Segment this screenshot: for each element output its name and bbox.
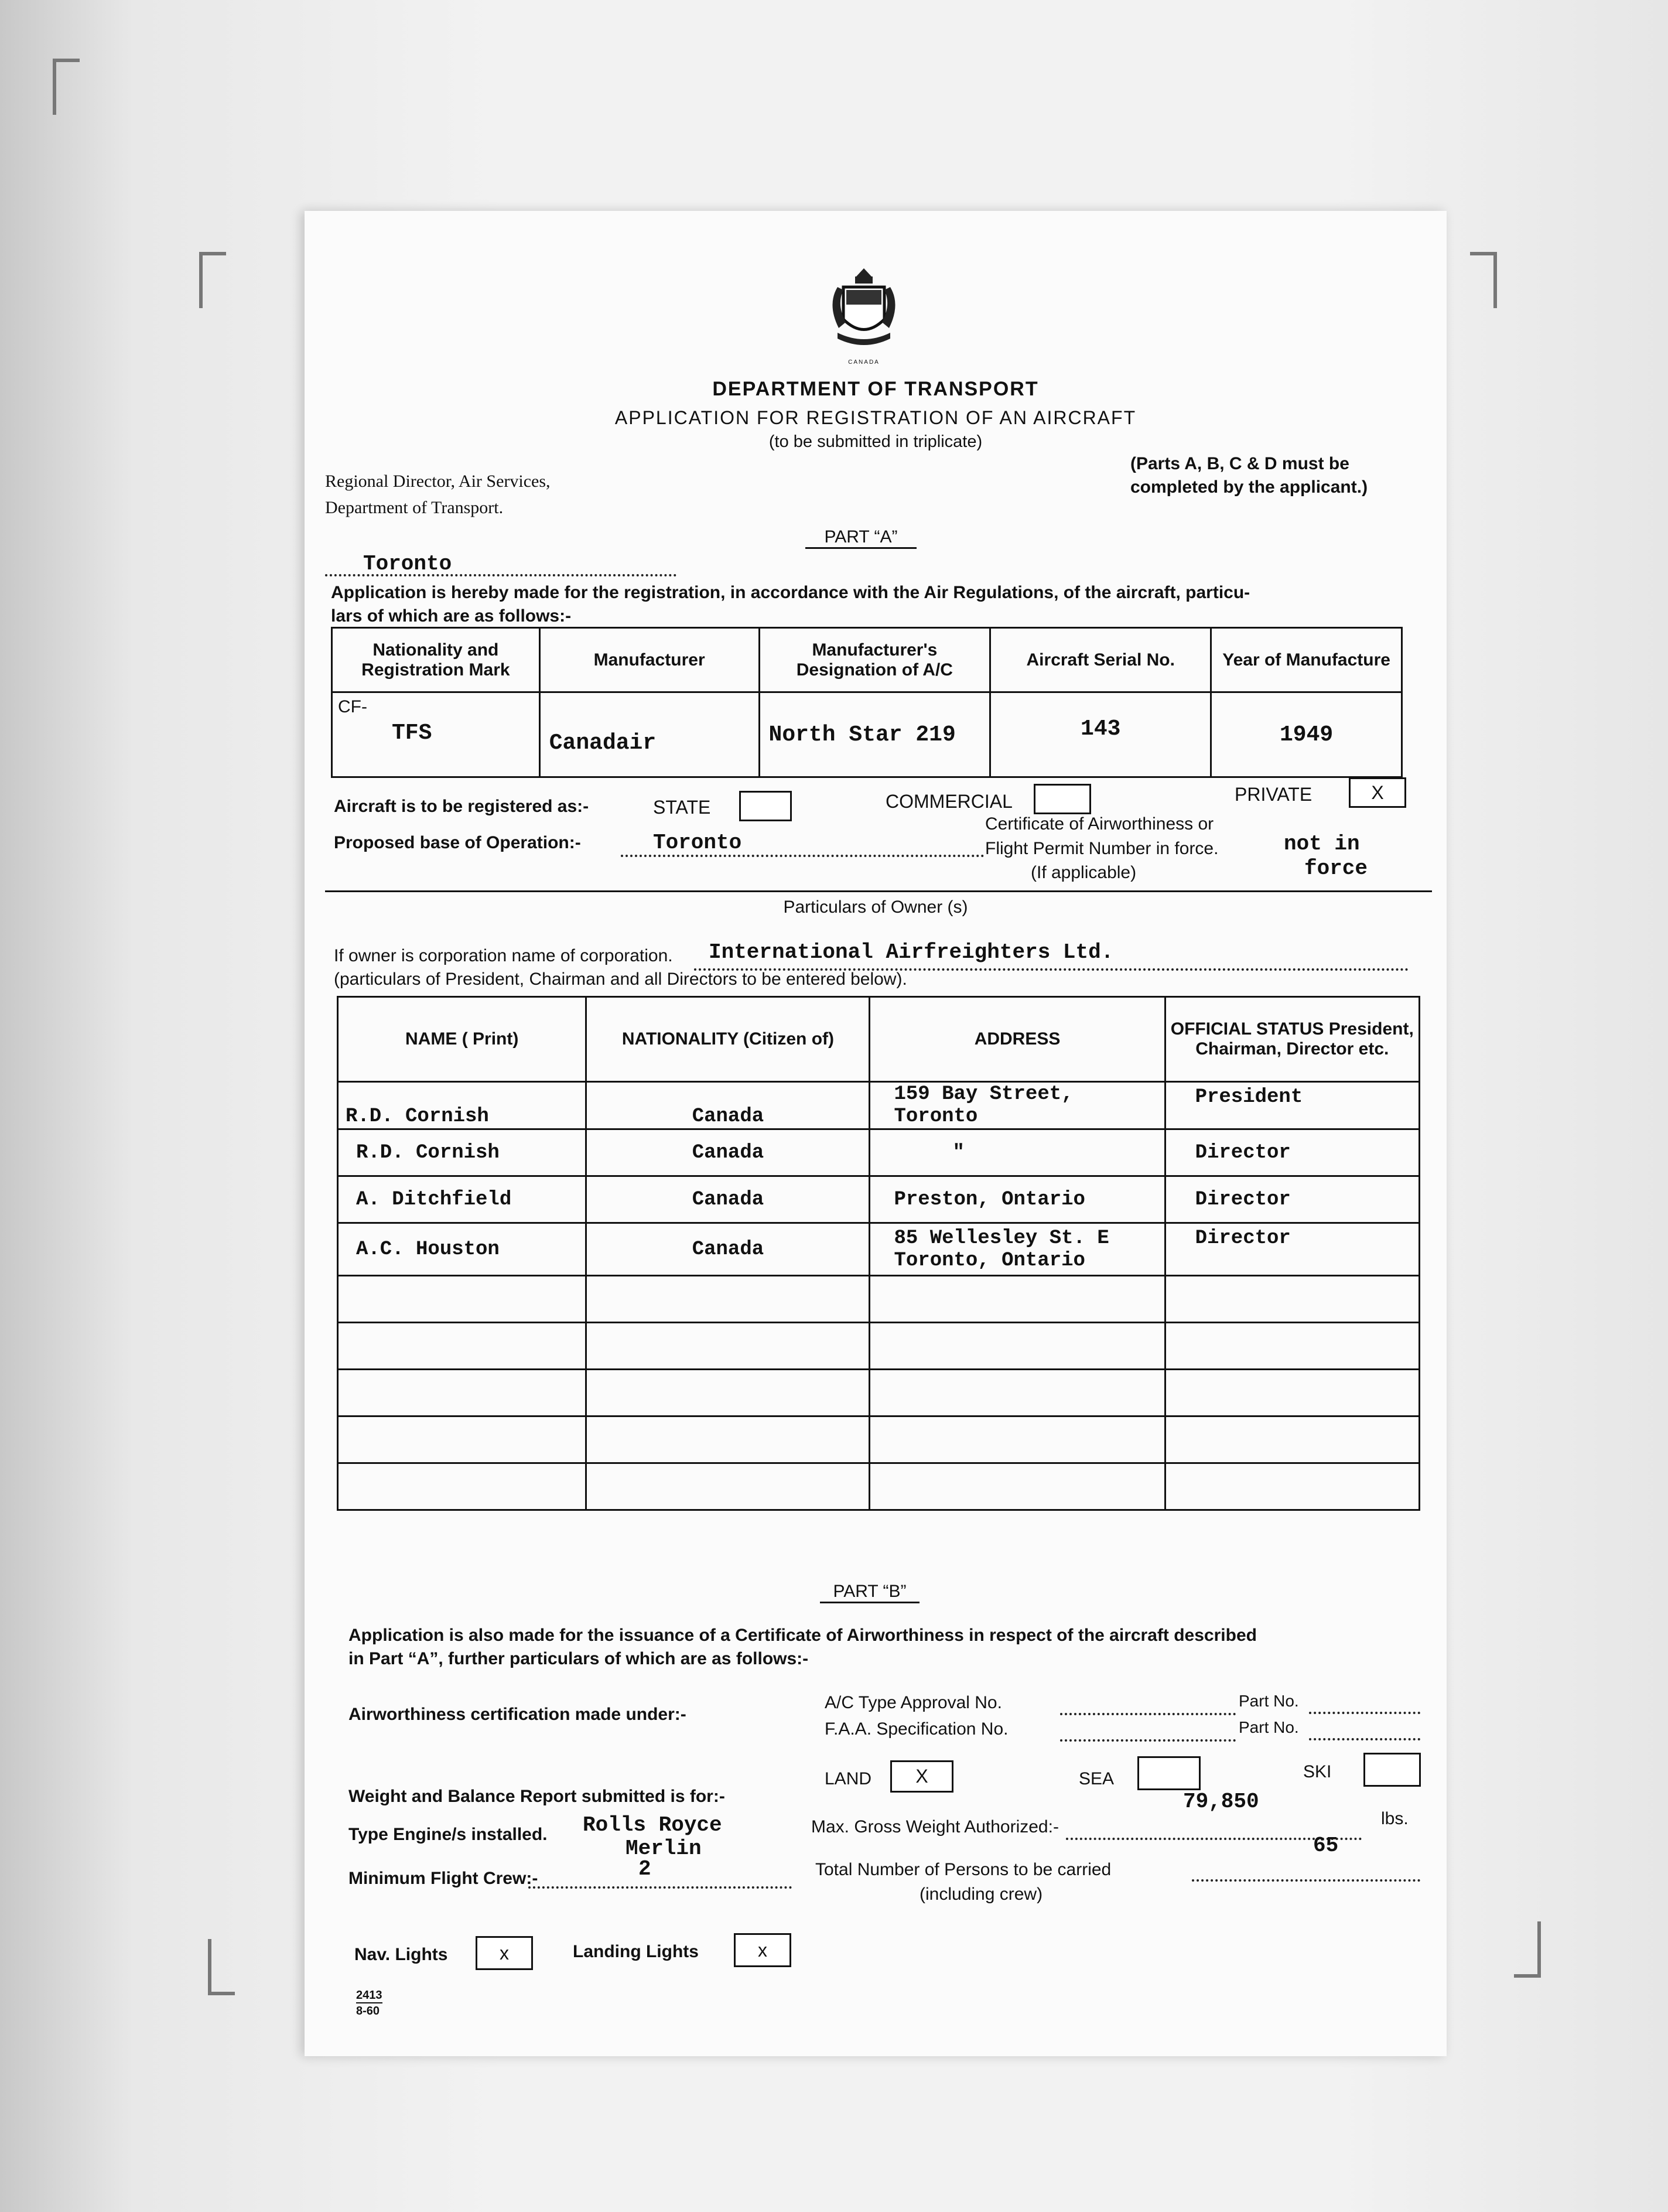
department-heading: DEPARTMENT OF TRANSPORT — [712, 378, 1039, 400]
corporation-value: International Airfreighters Ltd. — [709, 940, 1114, 964]
col-header-designation: Manufacturer's Designation of A/C — [759, 628, 990, 692]
col-header-serial: Aircraft Serial No. — [990, 628, 1211, 692]
col-header-year: Year of Manufacture — [1211, 628, 1402, 692]
owner-row-empty[interactable] — [338, 1416, 1420, 1463]
addressee-line-1: Regional Director, Air Services, — [325, 472, 551, 491]
owner-name: A. Ditchfield — [338, 1176, 586, 1223]
max-gross-weight-label: Max. Gross Weight Authorized:- — [811, 1817, 1059, 1836]
owner-address-line-2: Toronto, Ontario — [894, 1249, 1085, 1272]
col-header-address: ADDRESS — [870, 997, 1165, 1082]
owner-address-line-1: 159 Bay Street, — [894, 1083, 1074, 1105]
owner-nationality: Canada — [586, 1129, 870, 1176]
engine-type-value-2[interactable]: Merlin — [626, 1836, 702, 1861]
aircraft-particulars-table — [331, 627, 1403, 778]
coat-of-arms-emblem — [820, 264, 908, 357]
sea-label: SEA — [1079, 1769, 1115, 1788]
owner-row[interactable] — [338, 1223, 1420, 1276]
crop-mark-lower-right — [1514, 1921, 1541, 1978]
part-no-field-1[interactable] — [1309, 1693, 1420, 1714]
sea-checkbox[interactable] — [1137, 1756, 1201, 1790]
faa-spec-label: F.A.A. Specification No. — [825, 1719, 1009, 1739]
type-approval-label: A/C Type Approval No. — [825, 1693, 1002, 1712]
cell-registration-mark[interactable] — [332, 692, 540, 777]
part-b-intro-2: in Part “A”, further particulars of which are as follows:- — [348, 1649, 809, 1668]
weight-balance-label: Weight and Balance Report submitted is for:- — [348, 1787, 725, 1806]
owner-row[interactable] — [338, 1129, 1420, 1176]
state-checkbox[interactable] — [739, 791, 792, 821]
part-no-field-2[interactable] — [1309, 1719, 1420, 1740]
persons-carried-value: 65 — [1313, 1834, 1339, 1858]
addressee-line-2: Department of Transport. — [325, 498, 504, 517]
owner-nationality: Canada — [586, 1176, 870, 1223]
certification-made-under-label: Airworthiness certification made under:- — [348, 1705, 686, 1724]
owner-row-empty[interactable] — [338, 1370, 1420, 1416]
owner-address — [870, 1223, 1165, 1276]
lbs-label: lbs. — [1381, 1809, 1409, 1828]
base-of-operation-value: Toronto — [653, 831, 742, 855]
owner-status: Director — [1165, 1176, 1419, 1223]
registration-prefix: CF- — [338, 697, 367, 716]
form-date: 8-60 — [356, 2005, 380, 2018]
col-header-registration-mark: Nationality and Registration Mark — [332, 628, 540, 692]
year-value[interactable]: 1949 — [1211, 692, 1402, 777]
owner-row-empty[interactable] — [338, 1276, 1420, 1323]
landing-lights-label: Landing Lights — [573, 1942, 699, 1961]
designation-value[interactable]: North Star 219 — [759, 692, 990, 777]
max-gross-weight-value: 79,850 — [1183, 1790, 1259, 1814]
owner-name: R.D. Cornish — [338, 1129, 586, 1176]
owner-status: Director — [1165, 1129, 1419, 1176]
owner-row[interactable] — [338, 1176, 1420, 1223]
registration-mark-value: TFS — [392, 721, 432, 746]
parts-note-line-2: completed by the applicant.) — [1130, 477, 1368, 497]
part-a-intro-2: lars of which are as follows:- — [331, 606, 572, 626]
certificate-label-1: Certificate of Airworthiness or — [985, 814, 1214, 834]
owner-status: President — [1165, 1082, 1419, 1129]
faa-spec-field[interactable] — [1060, 1721, 1236, 1742]
persons-carried-label: Total Number of Persons to be carried — [815, 1860, 1112, 1879]
base-of-operation-label: Proposed base of Operation:- — [334, 833, 581, 852]
owner-status: Director — [1165, 1223, 1419, 1276]
corporation-note: (particulars of President, Chairman and all Directors to be entered below). — [334, 970, 907, 989]
private-label: PRIVATE — [1235, 784, 1312, 805]
corporation-label: If owner is corporation name of corporation. — [334, 946, 673, 965]
owner-address-line-1: 85 Wellesley St. E — [894, 1227, 1109, 1250]
form-title: APPLICATION FOR REGISTRATION OF AN AIRCRAFT — [614, 407, 1137, 428]
owner-address-line-1: " — [952, 1141, 965, 1164]
col-header-manufacturer: Manufacturer — [539, 628, 759, 692]
parts-note-line-1: (Parts A, B, C & D must be — [1130, 454, 1349, 473]
certificate-label-3: (If applicable) — [1031, 863, 1137, 882]
owner-address — [870, 1082, 1165, 1129]
owner-nationality: Canada — [586, 1223, 870, 1276]
owner-address — [870, 1176, 1165, 1223]
min-flight-crew-field[interactable] — [528, 1869, 792, 1889]
type-approval-field[interactable] — [1060, 1694, 1236, 1715]
ski-checkbox[interactable] — [1363, 1753, 1421, 1787]
city-value: Toronto — [363, 552, 452, 576]
owner-address-line-2: Toronto — [894, 1105, 978, 1128]
owner-row-empty[interactable] — [338, 1323, 1420, 1370]
owner-name: A.C. Houston — [338, 1223, 586, 1276]
engine-type-label: Type Engine/s installed. — [348, 1825, 548, 1844]
land-checkbox[interactable]: X — [890, 1760, 953, 1793]
owners-table — [337, 996, 1420, 1511]
state-label: STATE — [653, 797, 711, 818]
owner-name: R.D. Cornish — [338, 1082, 586, 1129]
owner-address-line-1: Preston, Ontario — [894, 1188, 1085, 1211]
form-subtitle: (to be submitted in triplicate) — [768, 432, 983, 451]
persons-carried-field[interactable] — [1192, 1862, 1420, 1882]
owners-heading: Particulars of Owner (s) — [783, 897, 968, 917]
commercial-checkbox[interactable] — [1034, 784, 1091, 814]
owner-row-empty[interactable] — [338, 1463, 1420, 1510]
crop-mark-upper-right — [1470, 252, 1497, 308]
part-no-label-2: Part No. — [1239, 1718, 1299, 1736]
persons-carried-note: (including crew) — [920, 1885, 1043, 1904]
ski-label: SKI — [1303, 1762, 1332, 1781]
part-b-intro-1: Application is also made for the issuance of a Certificate of Airworthiness in respect of the aircraft described — [348, 1626, 1257, 1645]
certificate-value-1[interactable]: not in — [1284, 832, 1360, 856]
serial-value[interactable]: 143 — [990, 692, 1211, 777]
part-b-heading: PART “B” — [820, 1582, 920, 1603]
engine-type-value-1[interactable]: Rolls Royce — [583, 1813, 722, 1837]
nav-lights-label: Nav. Lights — [354, 1945, 448, 1964]
registered-as-label: Aircraft is to be registered as:- — [334, 797, 589, 816]
crop-mark-top-left — [53, 59, 80, 115]
owner-row[interactable] — [338, 1082, 1420, 1129]
form-number: 2413 — [356, 1989, 382, 2003]
land-label: LAND — [825, 1769, 872, 1788]
part-no-label-1: Part No. — [1239, 1692, 1299, 1710]
manufacturer-value[interactable]: Canadair — [539, 692, 759, 777]
col-header-nationality: NATIONALITY (Citizen of) — [586, 997, 870, 1082]
crop-mark-lower-left — [208, 1939, 235, 1995]
emblem-caption: CANADA — [848, 359, 880, 366]
min-flight-crew-label: Minimum Flight Crew:- — [348, 1869, 538, 1888]
owner-address — [870, 1129, 1165, 1176]
section-divider — [325, 890, 1432, 892]
commercial-label: COMMERCIAL — [886, 791, 1013, 812]
certificate-label-2: Flight Permit Number in force. — [985, 839, 1219, 858]
min-flight-crew-value: 2 — [638, 1857, 651, 1881]
col-header-official-status: OFFICIAL STATUS President, Chairman, Director etc. — [1165, 997, 1419, 1082]
part-a-intro-1: Application is hereby made for the registration, in accordance with the Air Regulations, of the aircraft, particu- — [331, 583, 1250, 602]
part-a-heading: PART “A” — [805, 527, 917, 549]
crop-mark-upper-left — [199, 252, 226, 308]
certificate-value-2[interactable]: force — [1304, 856, 1368, 880]
col-header-name: NAME ( Print) — [338, 997, 586, 1082]
nav-lights-checkbox[interactable]: x — [476, 1936, 533, 1970]
owner-nationality: Canada — [586, 1082, 870, 1129]
private-checkbox[interactable]: X — [1349, 777, 1406, 808]
landing-lights-checkbox[interactable]: x — [734, 1933, 791, 1967]
application-form — [305, 211, 1447, 2056]
